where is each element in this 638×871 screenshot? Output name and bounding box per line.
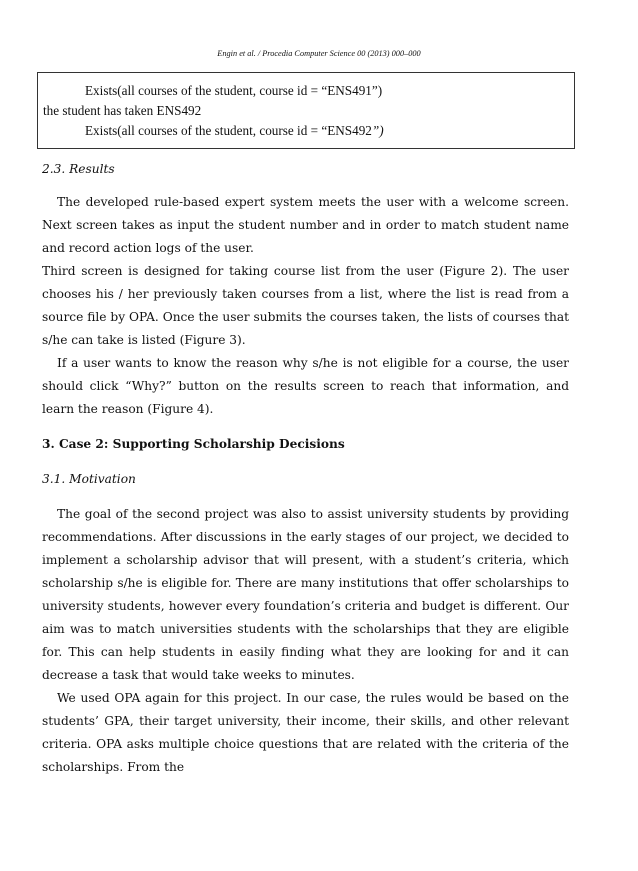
code-line-3-tail: ”) [371,123,384,138]
body-text [42,158,569,779]
code-line-1: Exists(all courses of the student, course id = “ENS491”) [85,83,383,98]
section-2-3-title: 2.3. Results [42,162,115,176]
section-3-title: 3. Case 2: Supporting Scholarship Decisions [42,437,345,451]
code-line-3-main: Exists(all courses of the student, course id = “ENS492 [85,123,372,138]
code-line-2: the student has taken ENS492 [43,103,202,118]
rule-code-box [37,72,575,149]
section-2-3-paragraph-3: If a user wants to know the reason why s/he is not eligible for a course, the user should click “Why?” button on the results screen to reach that information, and learn the reason (Figure 4). [42,356,569,416]
section-3-1-paragraph-2: We used OPA again for this project. In our case, the rules would be based on the students’ GPA, their target university, their income, their skills, and other relevant criteria. OPA asks multiple choice questions that are related with the criteria of the scholarships. From the [42,691,569,774]
section-3-1-paragraph-1: The goal of the second project was also to assist university students by providing recommendations. After discussions in the early stages of our project, we decided to implement a scholarship advisor that will present, with a student’s criteria, which scholarship s/he is eligible for. There are many institutions that offer scholarships to university students, however every foundation’s criteria and budget is different. Our aim was to match universities students with the scholarships that they are eligible for. This can help students in easily finding what they are looking for and it can decrease a task that would take weeks to minutes. [42,507,569,682]
section-2-3-paragraph-2: Third screen is designed for taking course list from the user (Figure 2). The user chooses his / her previously taken courses from a list, where the list is read from a source file by OPA. Once the user submits the courses taken, the lists of courses that s/he can take is listed (Figure 3). [42,264,569,347]
section-3-1-title: 3.1. Motivation [42,472,136,486]
running-header: Engin et al. / Procedia Computer Science 00 (2013) 000–000 [217,49,421,58]
section-2-3-paragraph-1: The developed rule-based expert system meets the user with a welcome screen. Next screen takes as input the student number and in order to match student name and record action logs of the user. [42,195,569,255]
code-line-3 [38,121,574,141]
